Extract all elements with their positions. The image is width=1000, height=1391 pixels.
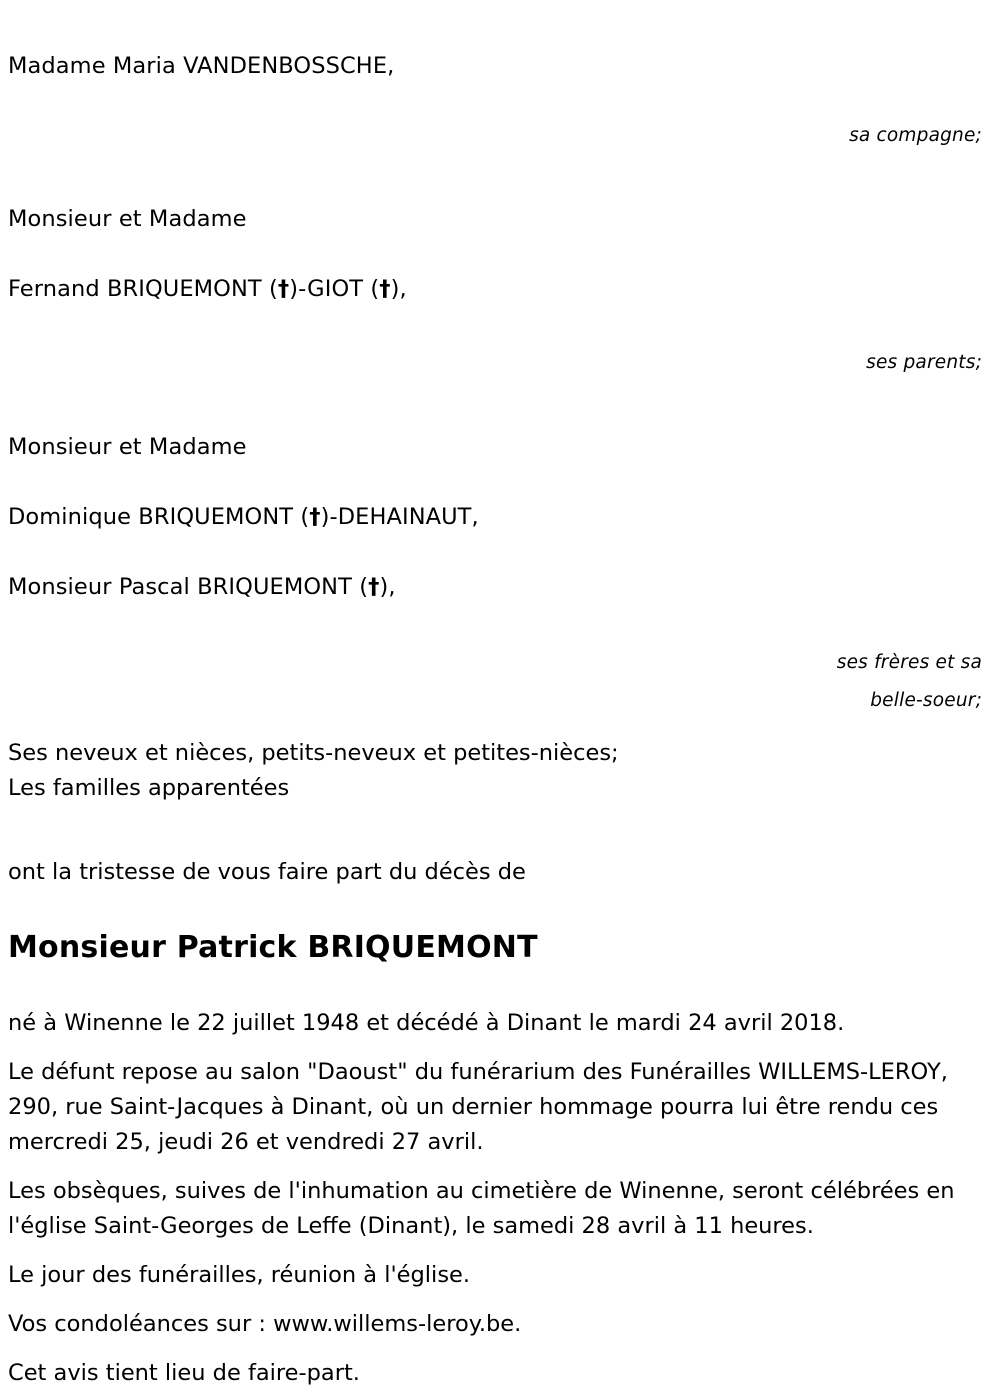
mourner-name-line: Dominique BRIQUEMONT (†)-DEHAINAUT, bbox=[8, 504, 479, 530]
announcement-leadin: ont la tristesse de vous faire part du décès de bbox=[8, 859, 526, 885]
mourner-group bbox=[8, 167, 990, 378]
condolences-paragraph: Vos condoléances sur : www.willems-leroy.be. bbox=[8, 1311, 522, 1337]
detail-paragraph: Les obsèques, suives de l'inhumation au cimetière de Winenne, seront célébrées en l'église Saint-Georges de Leffe (Dinant), le samedi 28 avril à 11 heures. bbox=[8, 1178, 955, 1239]
relation-label: ses frères et sa bbox=[836, 652, 982, 673]
mourner-name-line: Monsieur Pascal BRIQUEMONT (†), bbox=[8, 574, 396, 600]
mourner-name-line: Madame Maria VANDENBOSSCHE, bbox=[8, 53, 395, 79]
mourner-names bbox=[8, 14, 990, 119]
mourner-names bbox=[8, 395, 990, 640]
deceased-name: Monsieur Patrick BRIQUEMONT bbox=[8, 930, 538, 965]
dagger-icon: † bbox=[379, 276, 391, 302]
detail-paragraph: Le jour des funérailles, réunion à l'église. bbox=[8, 1262, 471, 1288]
extra-mourners bbox=[8, 736, 990, 806]
faire-part-note: Cet avis tient lieu de faire-part. bbox=[8, 1360, 360, 1386]
mourner-group bbox=[8, 395, 990, 716]
dagger-icon: † bbox=[309, 504, 321, 530]
mourner-group bbox=[8, 14, 990, 151]
funeral-details bbox=[8, 1006, 990, 1391]
detail-paragraph: Le défunt repose au salon "Daoust" du funérarium des Funérailles WILLEMS-LEROY, 290, rue Saint-Jacques à Dinant, où un dernier hommage pourra lui être rendu ces mercredi 25, jeudi 26 et vendredi 27 avril. bbox=[8, 1059, 948, 1155]
relation-label: belle-soeur; bbox=[870, 690, 982, 711]
extra-mourner-line: Les familles apparentées bbox=[8, 775, 290, 801]
mourner-name-line: Fernand BRIQUEMONT (†)-GIOT (†), bbox=[8, 276, 407, 302]
detail-paragraph: né à Winenne le 22 juillet 1948 et décédé à Dinant le mardi 24 avril 2018. bbox=[8, 1010, 845, 1036]
mourner-name-line: Monsieur et Madame bbox=[8, 206, 247, 232]
dagger-icon: † bbox=[277, 276, 290, 302]
relation-label: sa compagne; bbox=[849, 125, 982, 146]
mourner-name-line: Monsieur et Madame bbox=[8, 434, 247, 460]
mourner-names bbox=[8, 167, 990, 342]
dagger-icon: † bbox=[368, 574, 380, 600]
extra-mourner-line: Ses neveux et nièces, petits-neveux et petites-nièces; bbox=[8, 740, 619, 766]
mourners-section bbox=[8, 14, 990, 806]
relation-label: ses parents; bbox=[866, 352, 982, 373]
